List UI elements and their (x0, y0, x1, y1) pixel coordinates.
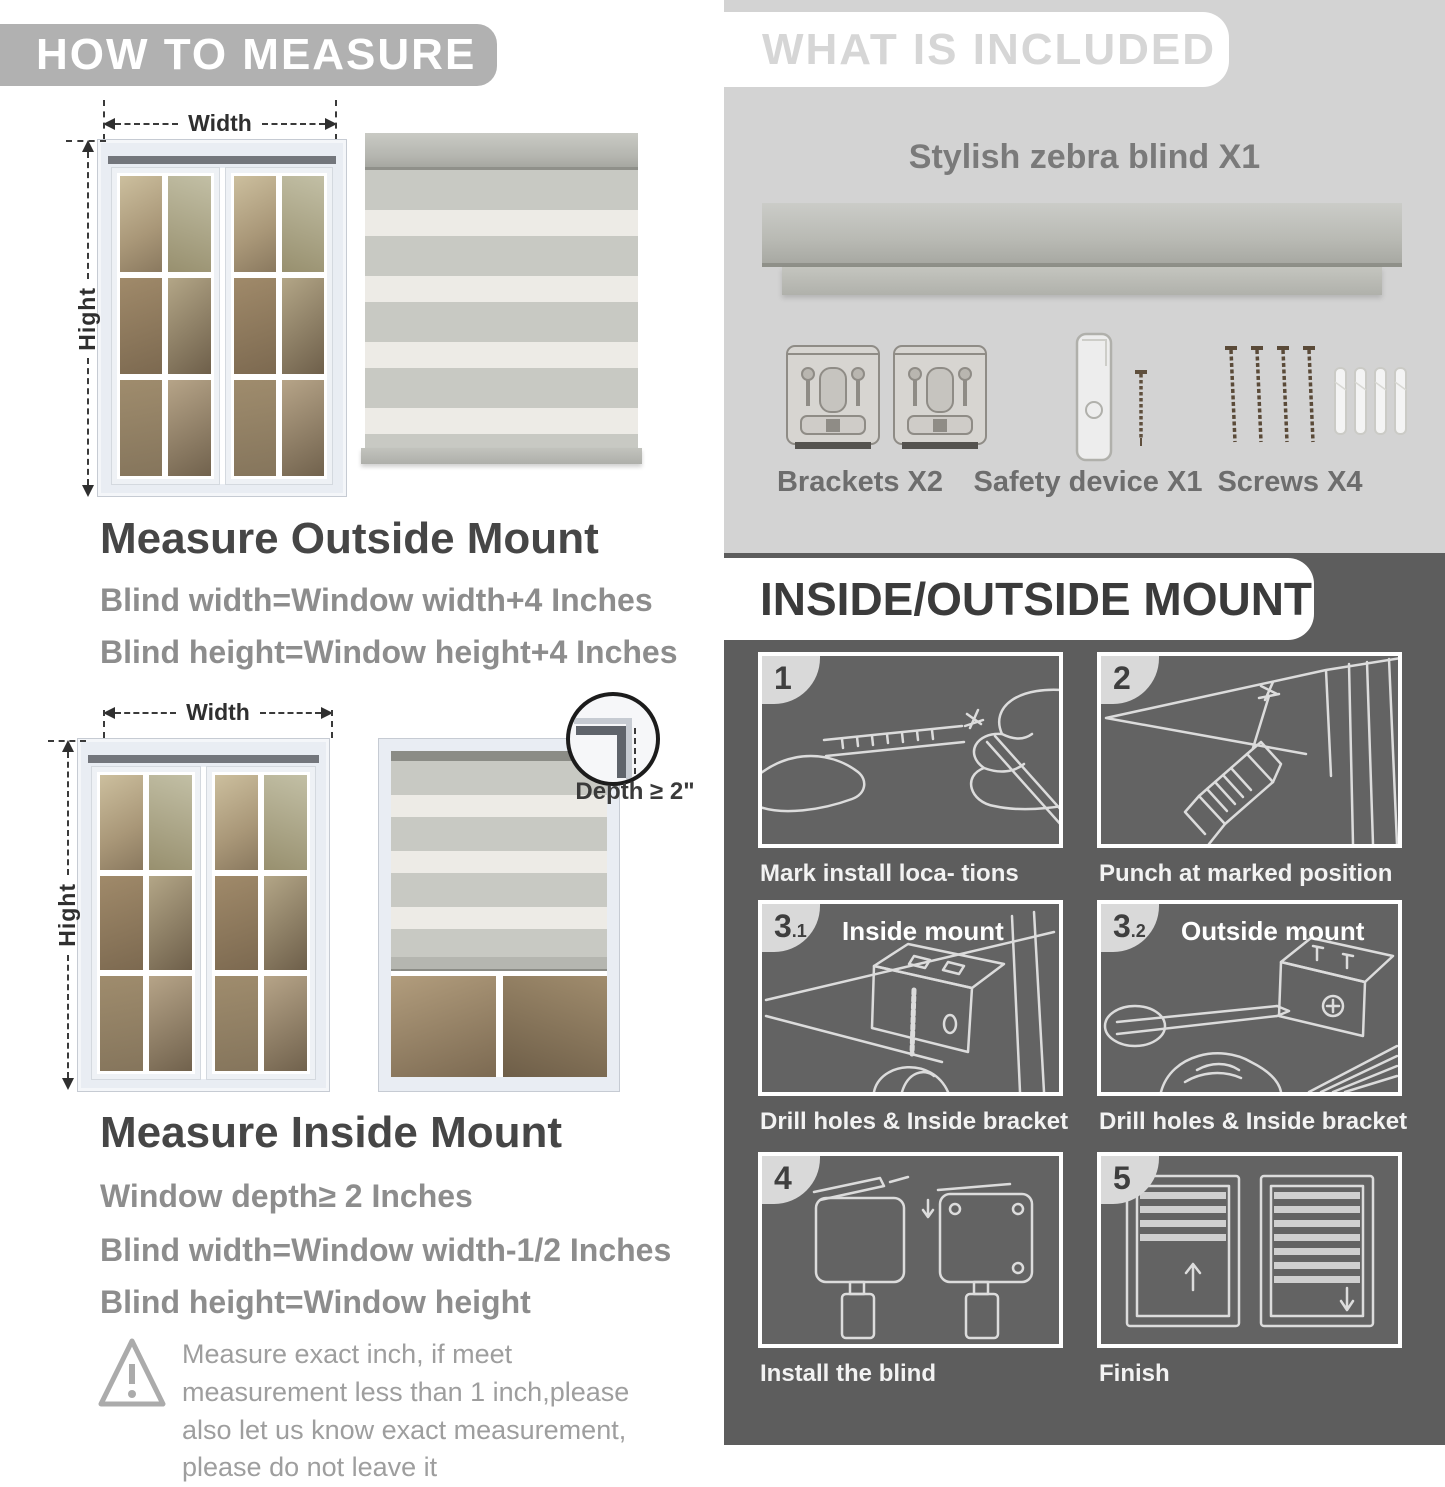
measure-warning-text: Measure exact inch, if meet measurement less than 1 inch,please also let us know exact measurement, please do not leave it (182, 1339, 630, 1483)
brackets-graphic (779, 338, 994, 460)
dim-drop-line (103, 100, 105, 140)
arrow-up-icon (82, 140, 94, 152)
blind-bottomrail (361, 448, 642, 464)
inside-outside-mount-header: INSIDE/OUTSIDE MOUNT (724, 558, 1314, 640)
step3-1-badge: 3.1 (762, 904, 820, 952)
arrow-down-icon (82, 485, 94, 497)
what-is-included-panel (724, 0, 1445, 553)
depth-label: Depth ≥ 2" (575, 778, 695, 805)
height-label: Hight (74, 286, 100, 351)
blind-product-label: Stylish zebra blind X1 (908, 138, 1261, 176)
outside-mount-line1: Blind width=Window width+4 Inches (100, 582, 653, 618)
height-dimension-arrow (74, 140, 101, 497)
window-top-track (108, 156, 336, 164)
width-dimension-arrow-2 (103, 699, 333, 726)
window-door-left (112, 168, 219, 484)
step4-caption: Install the blind (760, 1360, 937, 1387)
arrow-down-icon (62, 1078, 74, 1090)
window-top-track (88, 755, 319, 763)
step4-image (758, 1152, 1063, 1348)
how-to-measure-header: HOW TO MEASURE (0, 24, 497, 86)
brackets-label: Brackets X2 (776, 466, 944, 498)
step2-caption: Punch at marked position (1099, 860, 1393, 887)
safety-device-label: Safety device X1 (973, 466, 1203, 498)
step3-2-title: Outside mount (1181, 916, 1365, 946)
width-dimension-arrow (103, 110, 337, 137)
dim-drop-line (103, 710, 105, 738)
height-dimension-arrow-2 (54, 740, 81, 1090)
screws-label: Screws X4 (1217, 466, 1363, 498)
window-lower-panes (391, 971, 607, 1077)
step5-caption: Finish (1099, 1360, 1170, 1387)
step1-badge: 1 (762, 656, 820, 704)
width-label: Width (188, 110, 252, 136)
inside-mount-line1: Window depth≥ 2 Inches (100, 1178, 473, 1214)
window-door-right (207, 767, 315, 1079)
headrail-photo (762, 203, 1402, 267)
blind-headrail (365, 133, 638, 170)
blind-stripes (365, 170, 638, 448)
step5-image (1097, 1152, 1402, 1348)
step3-1-title: Inside mount (842, 916, 1004, 946)
step3-1-image (758, 900, 1063, 1096)
window-photo-outside-mount (97, 139, 347, 497)
step3-1-caption: Drill holes & Inside bracket (760, 1108, 1069, 1135)
right-column (724, 0, 1445, 1445)
arrow-up-icon (62, 740, 74, 752)
depth-detail-circle (566, 692, 660, 786)
window-photo-inside-mount (77, 738, 330, 1092)
exclamation-triangle-icon (96, 1334, 168, 1414)
window-door-right (226, 168, 333, 484)
inside-outside-mount-panel (724, 553, 1445, 1445)
step2-badge: 2 (1101, 656, 1159, 704)
step1-image (758, 652, 1063, 848)
width-label: Width (186, 699, 250, 725)
window-door-left (92, 767, 200, 1079)
dim-drop-line (331, 710, 333, 738)
screws-graphic (1219, 342, 1414, 460)
outside-mount-line2: Blind height=Window height+4 Inches (100, 634, 678, 670)
inside-mount-line3: Blind height=Window height (100, 1284, 531, 1320)
what-is-included-header: WHAT IS INCLUDED (724, 12, 1229, 87)
step4-badge: 4 (762, 1156, 820, 1204)
inside-mount-title: Measure Inside Mount (100, 1108, 563, 1157)
blind-bottomrail (391, 957, 607, 971)
step3-2-image (1097, 900, 1402, 1096)
step3-2-badge: 3.2 (1101, 904, 1159, 952)
step5-badge: 5 (1101, 1156, 1159, 1204)
headrail-lip (782, 267, 1382, 295)
inside-mount-line2: Blind width=Window width-1/2 Inches (100, 1232, 672, 1268)
step1-caption: Mark install loca- tions (760, 860, 1019, 887)
step3-2-caption: Drill holes & Inside bracket (1099, 1108, 1408, 1135)
safety-device-graphic (1049, 330, 1189, 465)
outside-mount-title: Measure Outside Mount (100, 514, 599, 563)
step2-image (1097, 652, 1402, 848)
dim-drop-line (335, 100, 337, 140)
zebra-blind-photo (365, 133, 638, 473)
height-label: Hight (54, 883, 80, 947)
